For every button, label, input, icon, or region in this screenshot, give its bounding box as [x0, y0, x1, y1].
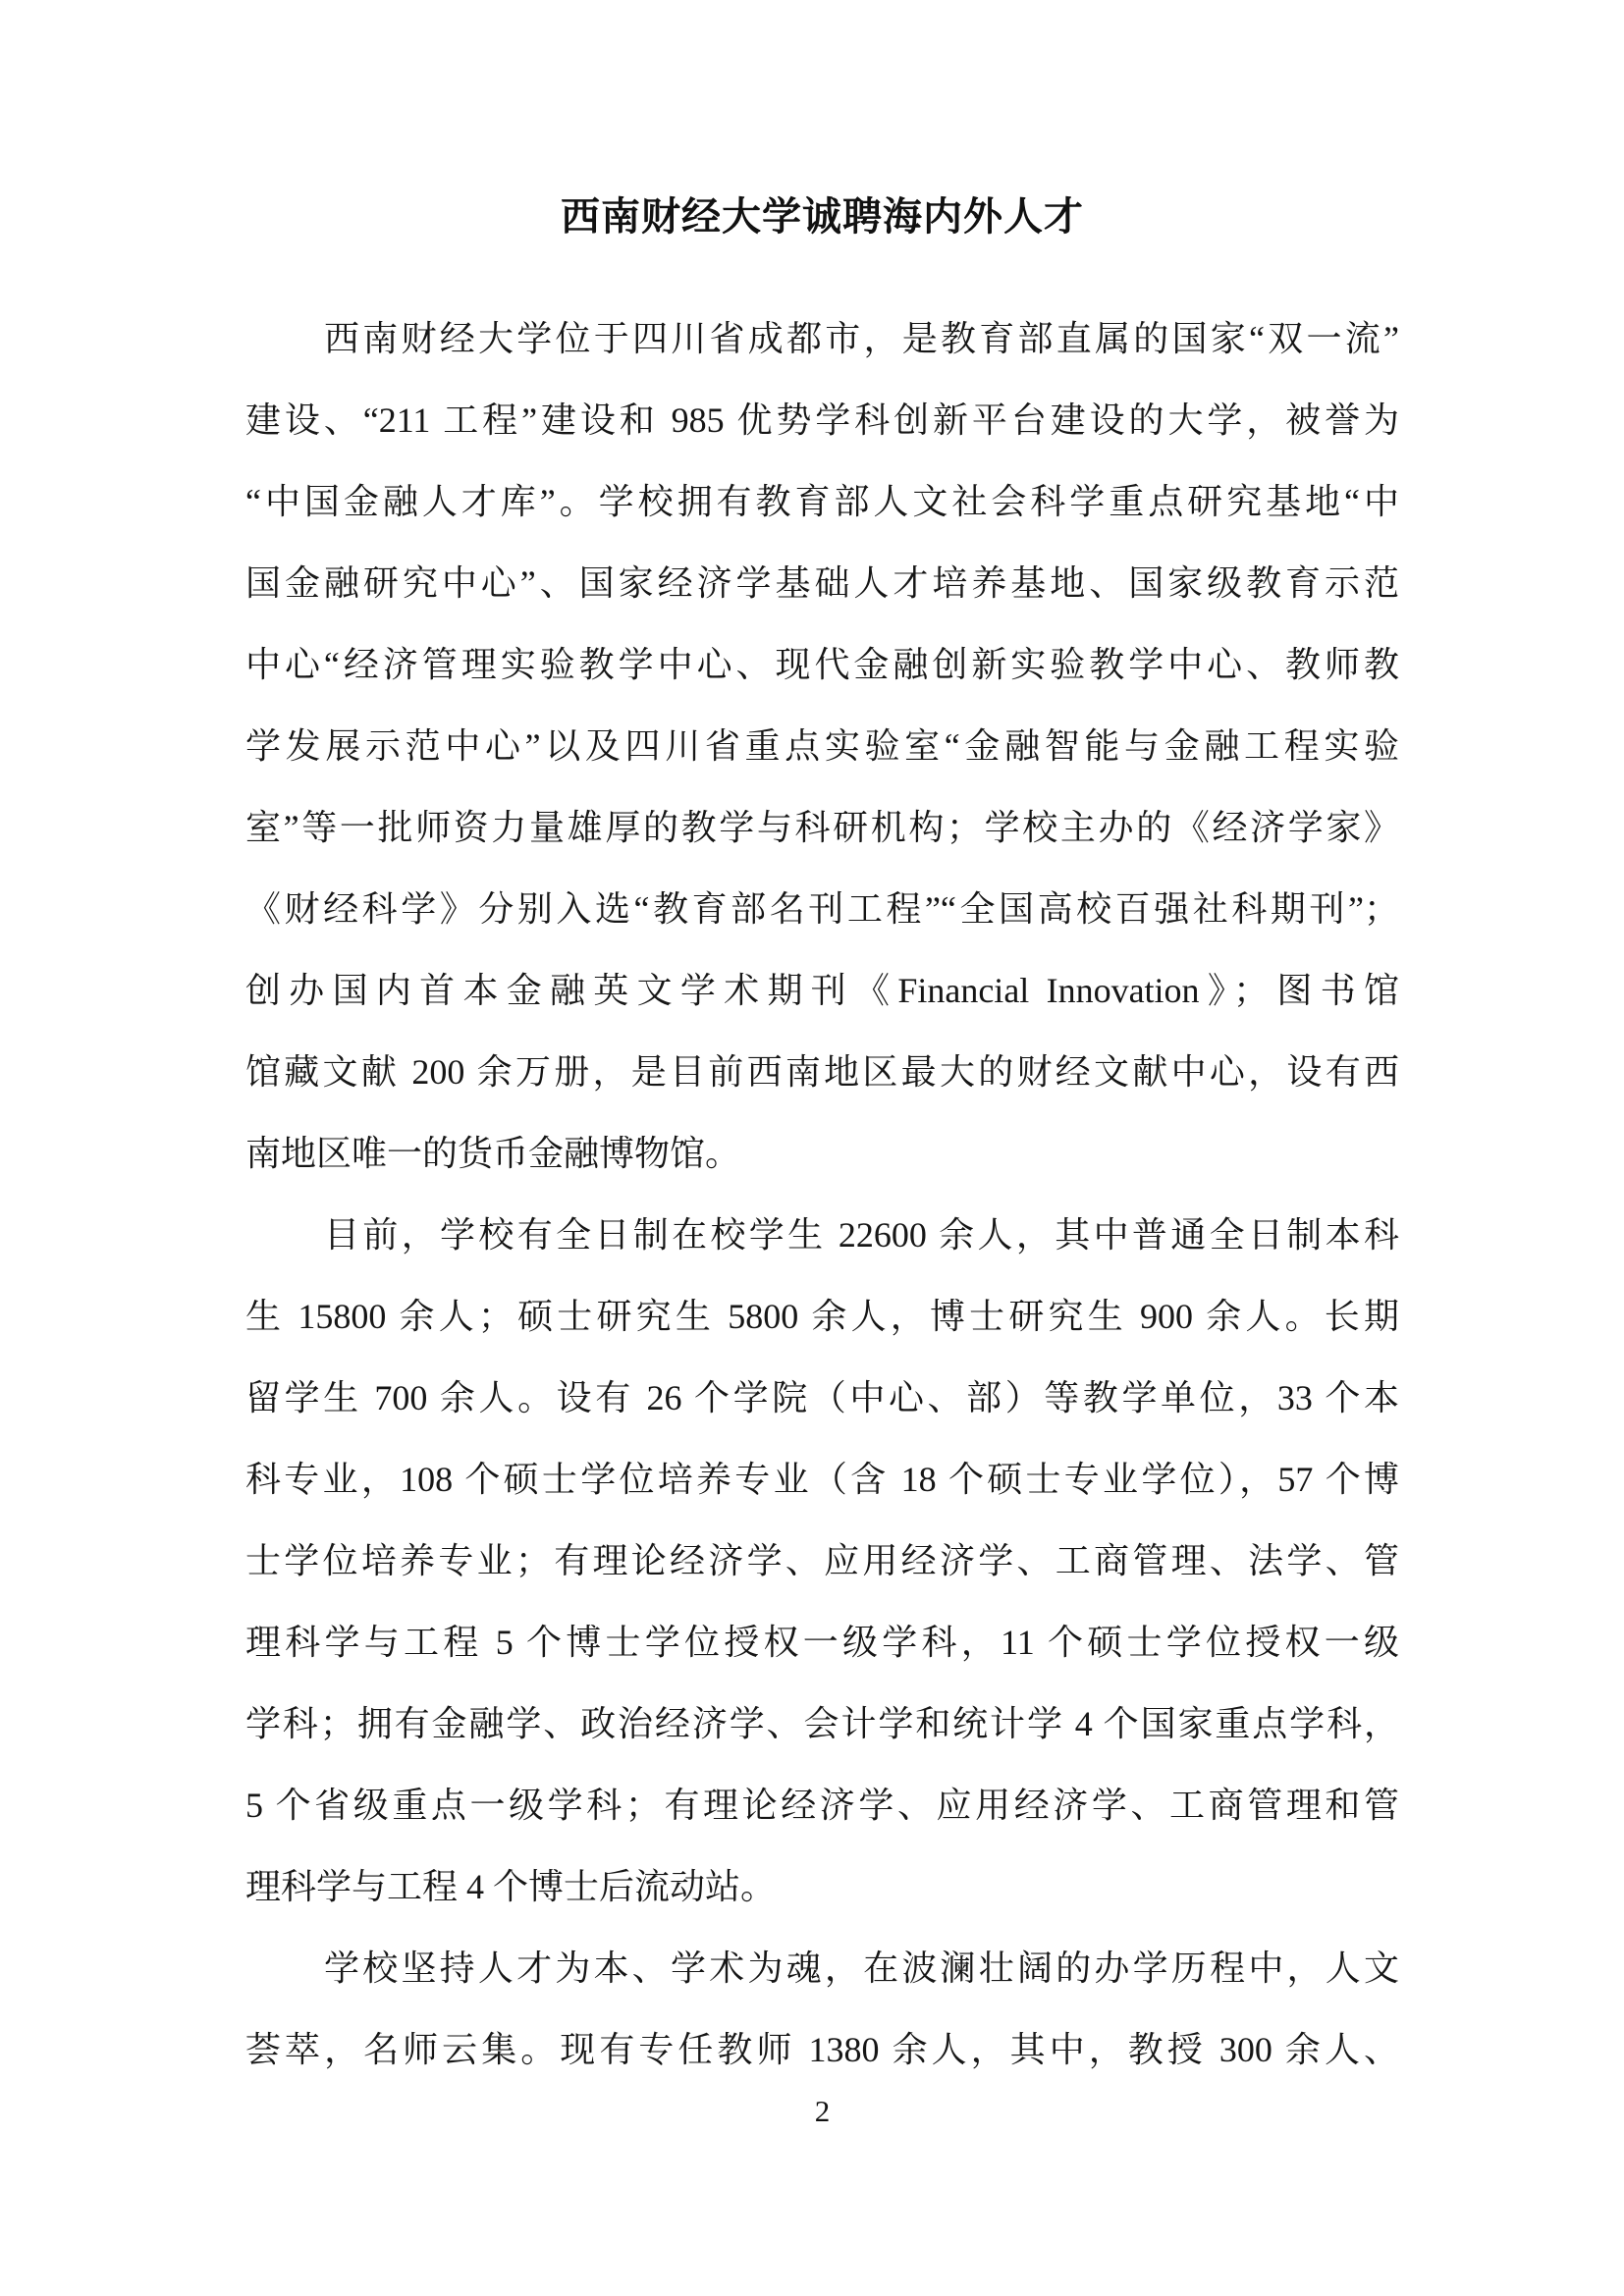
text-line: 学科；拥有金融学、政治经济学、会计学和统计学 4 个国家重点学科，: [245, 1704, 1399, 1743]
text-line: 士学位培养专业；有理论经济学、应用经济学、工商管理、法学、管: [245, 1541, 1399, 1580]
text-line: 目前，学校有全日制在校学生 22600 余人，其中普通全日制本科: [324, 1215, 1399, 1255]
paragraph: [245, 1195, 1399, 1928]
text-line: 建设、“211 工程”建设和 985 优势学科创新平台建设的大学，被誉为: [245, 400, 1399, 440]
text-line: 理科学与工程 4 个博士后流动站。: [245, 1867, 777, 1906]
text-line: 《财经科学》分别入选“教育部名刊工程”“全国高校百强社科期刊”；: [245, 889, 1399, 929]
text-line: 理科学与工程 5 个博士学位授权一级学科，11 个硕士学位授权一级: [245, 1623, 1399, 1662]
document-body: [245, 298, 1399, 2091]
text-line: 国金融研究中心”、国家经济学基础人才培养基地、国家级教育示范: [245, 563, 1399, 603]
text-line: 留学生 700 余人。设有 26 个学院（中心、部）等教学单位，33 个本: [245, 1378, 1399, 1417]
paragraph: [245, 298, 1399, 1195]
text-line: “中国金融人才库”。学校拥有教育部人文社会科学重点研究基地“中: [245, 482, 1399, 521]
text-line: 室”等一批师资力量雄厚的教学与科研机构；学校主办的《经济学家》: [245, 808, 1399, 847]
text-line: 学校坚持人才为本、学术为魂，在波澜壮阔的办学历程中，人文: [324, 1949, 1399, 1988]
text-line: 荟萃，名师云集。现有专任教师 1380 余人，其中，教授 300 余人、: [245, 2030, 1399, 2069]
page-title: 西南财经大学诚聘海内外人才: [561, 194, 1084, 239]
paragraph: [245, 1928, 1399, 2091]
text-line: 学发展示范中心”以及四川省重点实验室“金融智能与金融工程实验: [245, 726, 1399, 766]
text-line: 5 个省级重点一级学科；有理论经济学、应用经济学、工商管理和管: [245, 1786, 1399, 1825]
text-line: 南地区唯一的货币金融博物馆。: [245, 1134, 741, 1173]
text-line: 科专业，108 个硕士学位培养专业（含 18 个硕士专业学位），57 个博: [245, 1460, 1399, 1499]
page-number: 2: [814, 2094, 831, 2128]
text-line: 生 15800 余人；硕士研究生 5800 余人，博士研究生 900 余人。长期: [245, 1297, 1399, 1336]
text-line: 创办国内首本金融英文学术期刊《Financial Innovation》；图书馆: [245, 971, 1399, 1010]
text-line: 中心“经济管理实验教学中心、现代金融创新实验教学中心、教师教: [245, 645, 1399, 684]
text-line: 馆藏文献 200 余万册，是目前西南地区最大的财经文献中心，设有西: [245, 1052, 1399, 1092]
text-line: 西南财经大学位于四川省成都市，是教育部直属的国家“双一流”: [324, 319, 1399, 358]
